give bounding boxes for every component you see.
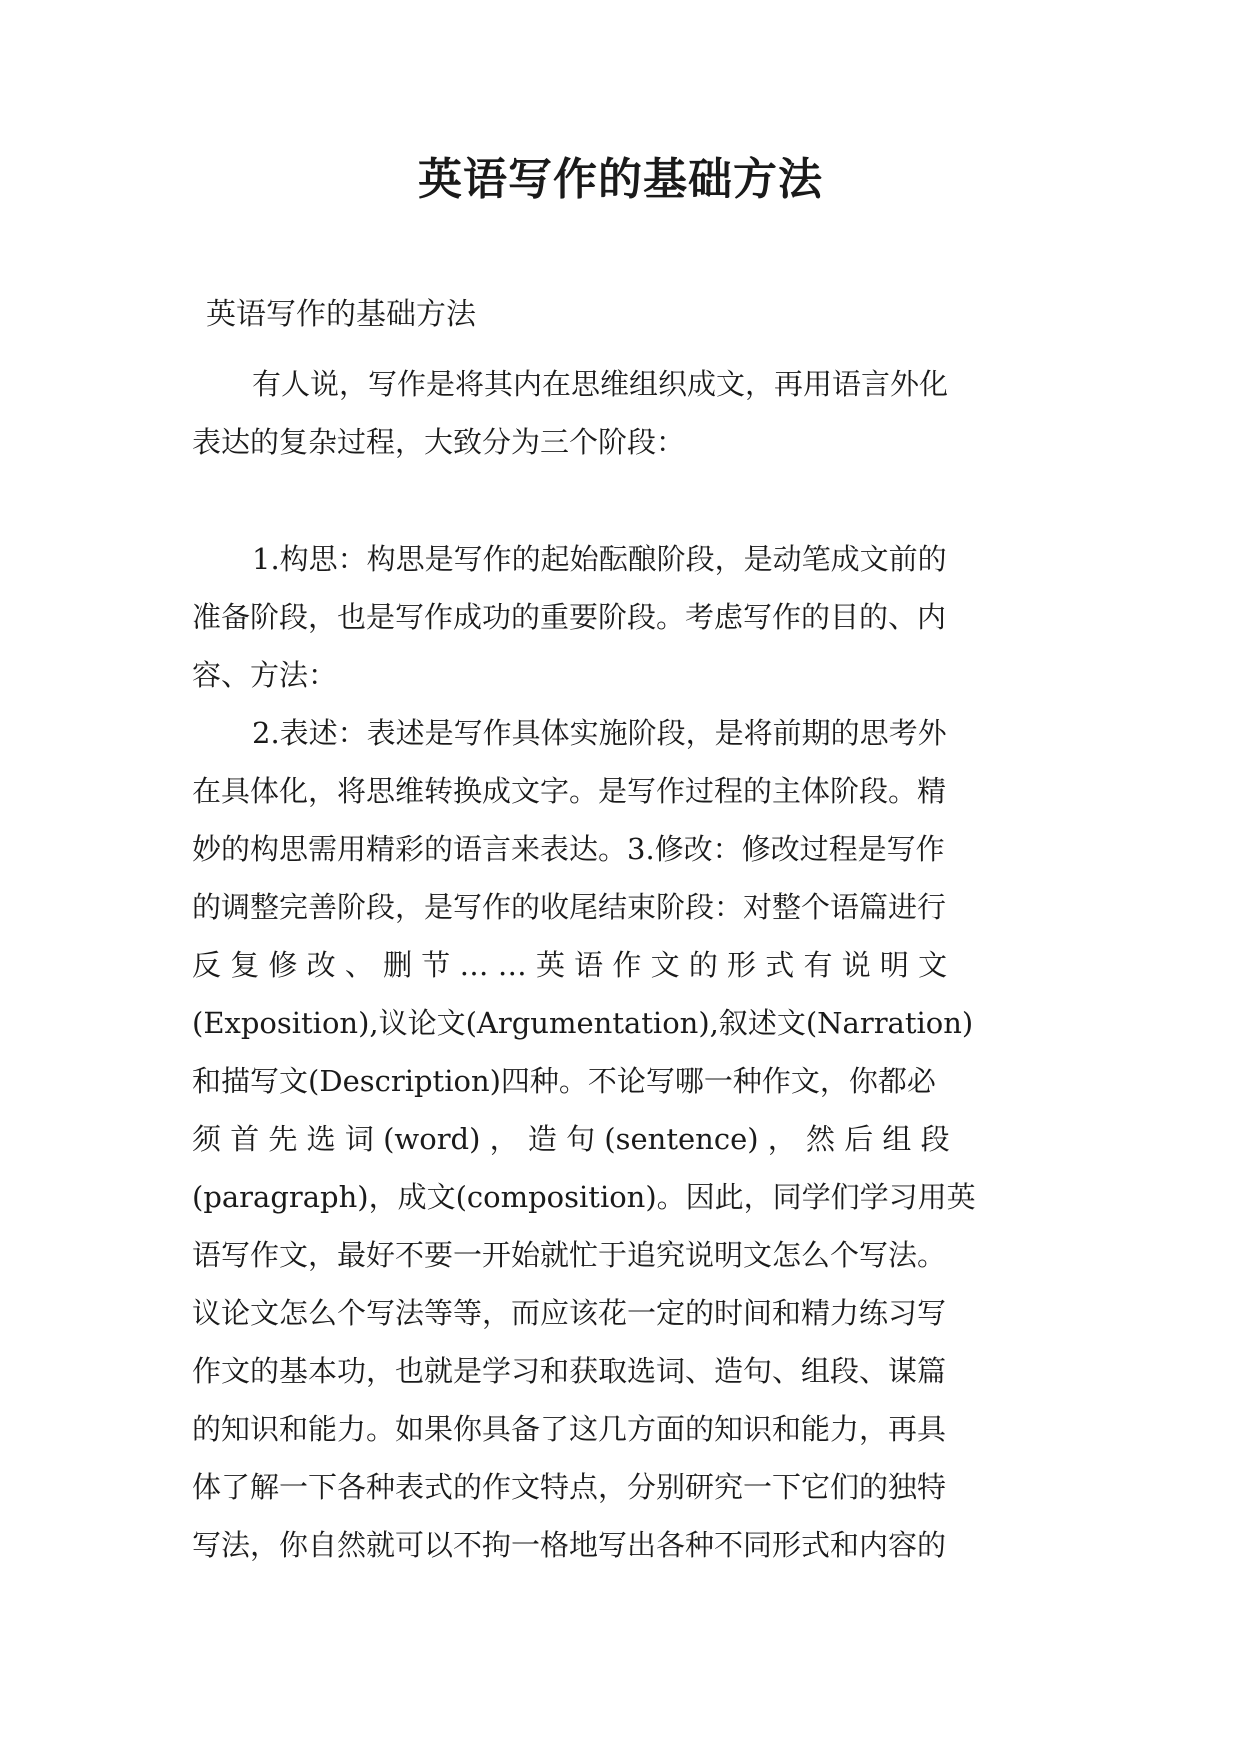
- text-line: 的调整完善阶段，是写作的收尾结束阶段：对整个语篇进行: [192, 890, 947, 924]
- text-line: 表达的复杂过程，大致分为三个阶段：: [192, 425, 686, 459]
- intro-paragraph: [192, 355, 1054, 471]
- text-line: 妙的构思需用精彩的语言来表达。3.修改：修改过程是写作: [192, 832, 945, 866]
- text-line: 反 复 修 改 、 删 节 … … 英 语 作 文 的 形 式 有 说 明 文: [192, 948, 948, 982]
- text-line: (paragraph)，成文(composition)。因此，同学们学习用英: [192, 1180, 976, 1214]
- text-line: 2.表述：表述是写作具体实施阶段，是将前期的思考外: [252, 716, 947, 750]
- body-paragraphs: [192, 530, 1054, 1574]
- text-line: 写法，你自然就可以不拘一格地写出各种不同形式和内容的: [192, 1528, 947, 1562]
- text-line: 有人说，写作是将其内在思维组织成文，再用语言外化: [252, 367, 949, 401]
- text-line: 容、方法：: [192, 658, 338, 692]
- text-line: 须 首 先 选 词 (word) ， 造 句 (sentence) ， 然 后 组 段: [192, 1122, 950, 1156]
- document-subtitle: 英语写作的基础方法: [206, 297, 476, 332]
- text-line: 体了解一下各种表式的作文特点，分别研究一下它们的独特: [192, 1470, 947, 1504]
- text-line: 的知识和能力。如果你具备了这几方面的知识和能力，再具: [192, 1412, 947, 1446]
- text-line: 1.构思：构思是写作的起始酝酿阶段，是动笔成文前的: [252, 542, 947, 576]
- text-line: 在具体化，将思维转换成文字。是写作过程的主体阶段。精: [192, 774, 947, 808]
- text-line: 作文的基本功，也就是学习和获取选词、造句、组段、谋篇: [192, 1354, 947, 1388]
- text-line: 和描写文(Description)四种。不论写哪一种作文，你都必: [192, 1064, 936, 1098]
- text-line: (Exposition),议论文(Argumentation),叙述文(Narration): [192, 1006, 974, 1040]
- text-line: 准备阶段，也是写作成功的重要阶段。考虑写作的目的、内: [192, 600, 947, 634]
- text-line: 议论文怎么个写法等等，而应该花一定的时间和精力练习写: [192, 1296, 947, 1330]
- document-title: 英语写作的基础方法: [418, 154, 823, 205]
- text-line: 语写作文，最好不要一开始就忙于追究说明文怎么个写法。: [192, 1238, 947, 1272]
